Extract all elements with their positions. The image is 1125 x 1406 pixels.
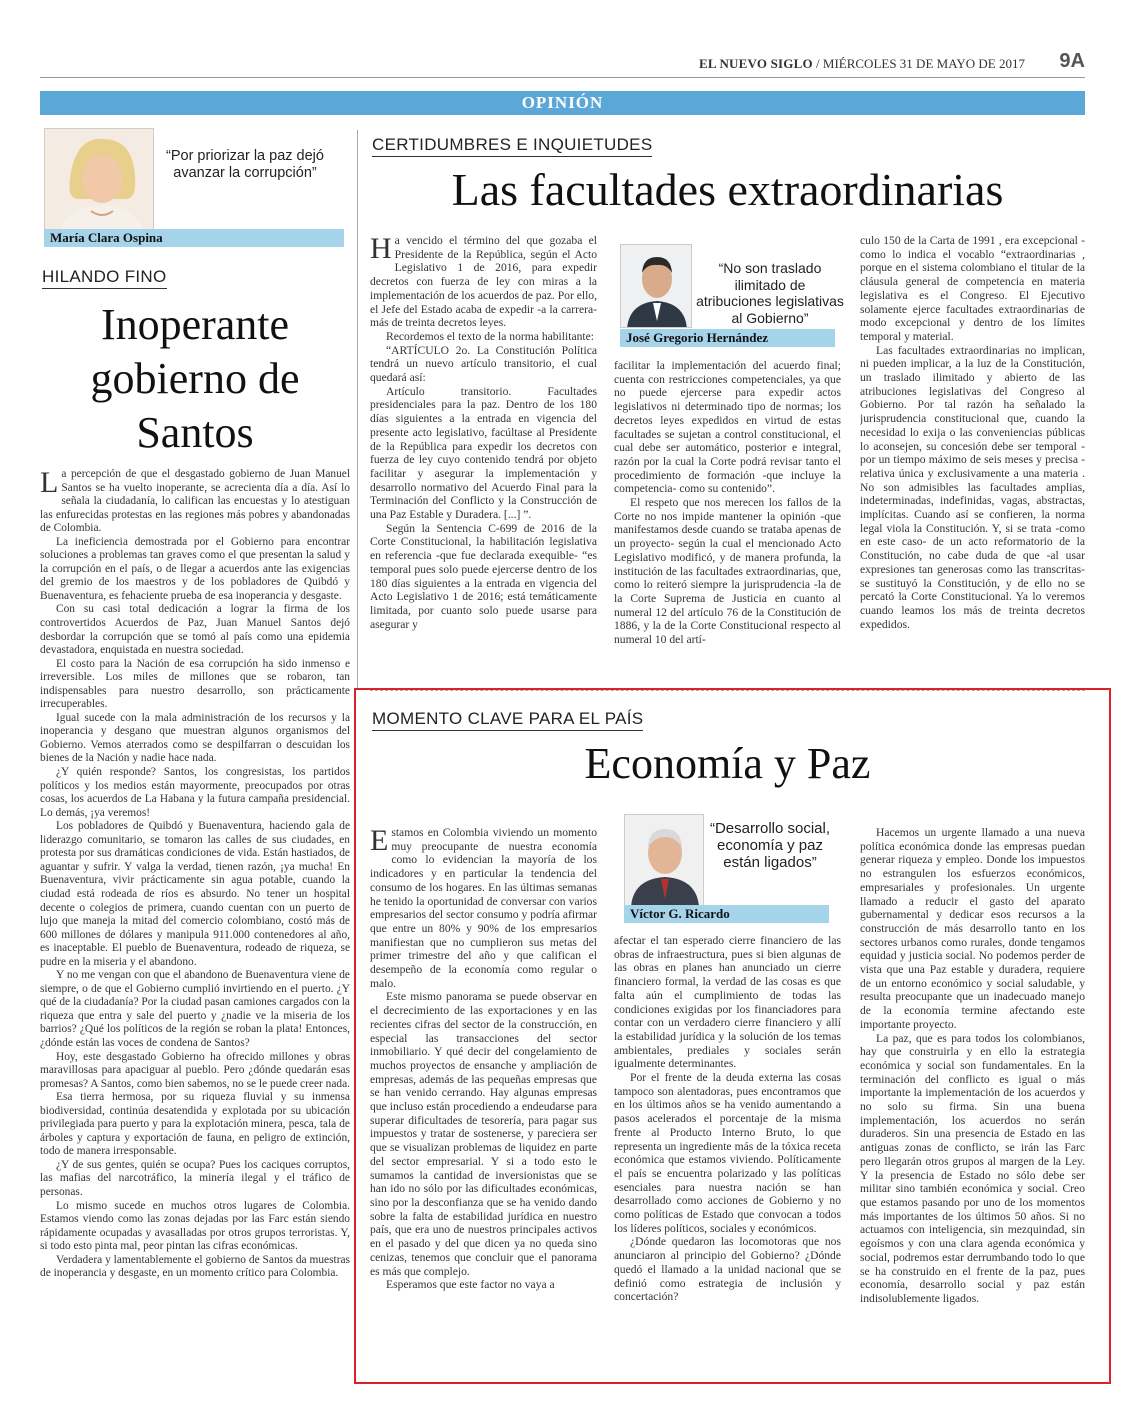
paragraph: “ARTÍCULO 2o. La Constitución Política tendrá un nuevo artículo transitorio, el cual quedará así: — [370, 343, 597, 385]
paragraph: ¿Dónde quedaron las locomotoras que nos anunciaron al principio del Gobierno? ¿Dónde quedó el llamado a la unidad nacional que se definió como estrategia de inclusión y concertación? — [614, 1235, 841, 1304]
headline-inoperante — [40, 298, 350, 460]
paragraph: El respeto que nos merecen los fallos de la Corte no nos impide mantener la opinión -que manifestamos desde cuando se trataba apenas de un proyecto- según la cual el mencionado Acto Legislativo modificó, y de manera profunda, la institución de las facultades extraordinarias, que, como lo reiteró siempre la jurisprudencia -la de la Corte Suprema de Justicia en cuanto al numeral 12 del artículo 76 de la Constitución de 1886, y la de la Corte Constitucional respecto al numeral 10 del artí- — [614, 496, 841, 647]
article-economia-col3 — [860, 826, 1085, 1348]
headline-line: Santos — [136, 408, 254, 457]
issue-date: MIÉRCOLES 31 DE MAYO DE 2017 — [822, 56, 1025, 71]
paragraph — [370, 826, 597, 990]
dropcap: H — [370, 234, 392, 265]
paragraph: Con su casi total dedicación a lograr la firma de los controvertidos Acuerdos de Paz, Juan Manuel Santos dejó desbordar la corrupción que se tomó al país como una epidemia devastadora, enquistada en nuestra sociedad. — [40, 603, 350, 657]
page-number: 9A — [1059, 50, 1085, 72]
paragraph: Artículo transitorio. Facultades presidenciales para la paz. Dentro de los 180 días siguientes a la entrada en vigencia del presente acto legislativo, facúltase al Presidente de la República para expedir los decretos con fuerza de ley cuyo contenido tendrá por objeto facilitar y asegurar la implementación y desarrollo normativo del Acuerdo Final para la Terminación del Conflicto y la Construcción de una Paz Estable y Duradera. [...] ”. — [370, 384, 597, 522]
author-portrait-icon — [621, 245, 692, 328]
paragraph: Igual sucede con la mala administración de los recursos y la inoperancia y desgano que muestran algunos organismos del Gobierno. Vemos aterrados como se despilfarran o descuidan los bienes de la Nación y nadie hace nada. — [40, 711, 350, 765]
newspaper-name: EL NUEVO SIGLO — [698, 56, 813, 71]
kicker-hilando-fino: HILANDO FINO — [42, 267, 167, 289]
paragraph-text: a vencido el término del que gozaba el Presidente de la República, según el Acto Legislativo 1 de 2016, para expedir decretos con fuerza de ley con miras a la implementación de los acuerdos de paz. Por ello, el Jefe del Estado acaba de expedir -a la carrera- más de treinta decretos leyes. — [370, 234, 597, 330]
paragraph: La paz, que es para todos los colombianos, hay que construirla y en ello la estrategia económica y social son fundamentales. En la terminación del conflicto es igual o más importante la implementación de los acuerdos y no solo su firma. Sin una buena implementación, los acuerdos no serán duraderos. Sin una presencia de Estado en las antiguas zonas de conflicto, se irán las Farc pero llegarán otros grupos al margen de la Ley. Y la presencia de Estado no sólo debe ser militar sino también económica y social. Creo que estamos pasando por uno de los momentos más importantes de los últimos 50 años. Si no actuamos con inteligencia, sin mezquindad, sin egoísmos y con una clara agenda económica y social, podremos estar derrumbando todo lo que se ha construido en el frente de la paz, pues economía, desarrollo social y paz están indisolublemente ligados. — [860, 1031, 1085, 1305]
article-economia-col2 — [614, 934, 841, 1348]
paragraph: Esa tierra hermosa, por su riqueza fluvial y su inmensa biodiversidad, continúa desatendida y explotada por su ubicación privilegiada para puerto y para la explotación minera, pesca, tala de árboles y captura y exportación de fauna, en peligro de extinción, todo de manera irresponsable. — [40, 1091, 350, 1158]
dropcap: E — [370, 826, 389, 857]
paragraph: ¿Y quién responde? Santos, los congresistas, los partidos políticos y los medios están mayormente, preocupados por otras cosas, los acuerdos de La Habana y la futura campaña presidencial. Lo demás, ¡ya veremos! — [40, 766, 350, 819]
quote-victor: “Desarrollo social, economía y paz están ligados” — [709, 820, 831, 871]
paragraph: Según la Sentencia C-699 de 2016 de la Corte Constitucional, la habilitación legislativa en referencia -que fue declarada exequible- “es temporal pues solo puede ejercerse dentro de los 180 días siguientes a la entrada en vigencia del Acto Legislativo 1 de 2016; está temáticamente limitada, por cuanto solo puede usarse para asegurar y — [370, 521, 597, 631]
article-economia-col1 — [370, 826, 597, 1346]
kicker-momento-clave: MOMENTO CLAVE PARA EL PAÍS — [372, 709, 643, 731]
paragraph — [40, 468, 350, 536]
paragraph: Lo mismo sucede en muchos otros lugares de Colombia. Estamos viendo como las zonas dejadas por las Farc están siendo rápidamente ocupadas y avasalladas por otros grupos terroristas. Y, si todo esto pinta mal, peor pintan las cifras económicas. — [40, 1199, 350, 1253]
headline-economia-paz: Economía y Paz — [584, 739, 871, 788]
author-photo-jose-gregorio — [620, 244, 692, 328]
paragraph: El costo para la Nación de esa corrupción ha sido inmenso e irreversible. Los miles de millones que se robaron, tan indispensables para nuestro desarrollo, son prácticamente irrecuperables. — [40, 657, 350, 711]
headline-facultades: Las facultades extraordinarias — [451, 164, 1004, 215]
author-portrait-icon — [45, 129, 154, 232]
author-photo-victor — [624, 814, 704, 906]
paragraph: Por el frente de la deuda externa las cosas tampoco son alentadoras, pues encontramos que en los últimos años se ha venido aumentando a pasos acelerados el porcentaje de la misma frente al Producto Interno Bruto, lo que representa un ingrediente más de la tóxica receta económica que estamos viviendo. Políticamente el país se encuentra polarizado y las políticas esenciales para nuestra nación se han desarrollado como acciones de Gobierno y no como políticas de Estado que convocan a todos los líderes políticos, sociales y económicos. — [614, 1071, 841, 1235]
headline-line: Inoperante — [100, 300, 290, 349]
column-divider — [357, 130, 358, 690]
paragraph: Las facultades extraordinarias no implican, ni pueden implicar, a la luz de la Constitución, un traslado ilimitado y abierto de las atribuciones legislativas del Congreso al Gobierno. Por tal razón ha señalado la jurisprudencia constitucional que, cuando la necesidad lo exija o las conveniencias públicas lo aconsejen, su concesión debe ser temporal -por un tiempo máximo de seis meses y precisa -relativa única y exclusivamente a una materia . No son admisibles las facultades amplias, indeterminadas, indefinidas, vagas, abstractas, implícitas. Cuando así se confieren, la norma legal viola la Constitución. Y, si se trata -como en este caso- de un acto reformatorio de la Constitución, no cabe duda de que -al usar expresiones tan generosas como las transcritas- se sustituyó la Constitución, y de ello no se percató la Corte Constitucional. Ya lo veremos cuando leamos los más de treinta decretos expedidos. — [860, 343, 1085, 631]
paragraph: culo 150 de la Carta de 1991 , era excepcional -como lo indica el vocablo “extraordinarias , porque en el sistema colombiano el titular de la cláusula general de competencia en materia legislativa es el Congreso. El Ejecutivo solamente ejerce facultades extraordinarias de modo excepcional y dentro de los límites temporal y material. — [860, 234, 1085, 343]
paragraph: facilitar la implementación del acuerdo final; cuenta con restricciones competenciales, ya que no puede ejercerse para expedir actos legislativos ni determinado tipo de normas; los decretos leyes expedidos en virtud de estas facultades se sujetan a control constitucional, el cual debe ser automático, posterior e integral, razón por la cual la Corte podrá revisar tanto el procedimiento de formación -que incluye la competencia- como su contenido”. — [614, 359, 841, 496]
paragraph-text: a percepción de que el desgastado gobierno de Juan Manuel Santos se ha vuelto inoperante, se acrecienta día a día. Así lo señala la ciudadanía, lo califican las encuestas y lo atestiguan las enfurecidas protestas en las regiones más pobres y abandonadas de Colombia. — [40, 468, 350, 535]
paragraph: La ineficiencia demostrada por el Gobierno para encontrar soluciones a problemas tan graves como el que presentan la salud y la corrupción en el país, o de llegar a acuerdos ante las exigencias del gremio de los maestros y de los pobladores de Quibdó y Buenaventura, es fehaciente prueba de esa inoperancia y desgaste. — [40, 535, 350, 602]
paragraph-text: stamos en Colombia viviendo un momento muy preocupante de nuestra economía como lo evidencian la mayoría de los indicadores y en particular la tendencia del consumo de los hogares. En las últimas semanas he tenido la oportunidad de conversar con varios empresarios del sector consumo y podría afirmar que entre un 80% y 90% de los empresarios manifiestan que no cumplieron sus metas del primer trimestre del año y que califican el desempeño de la economía como regular o malo. — [370, 826, 597, 990]
section-title: OPINIÓN — [521, 93, 604, 112]
article-facultades-col2 — [614, 359, 841, 682]
author-portrait-icon — [625, 815, 704, 906]
paragraph: Este mismo panorama se puede observar en el decrecimiento de las exportaciones y en las recientes cifras del sector de la construcción, en especial las transacciones del sector inmobiliario. Y qué decir del congelamiento de muchos proyectos de ensanche y ampliación de empresas, además de las pequeñas empresas que se han venido cerrando. Hay algunas empresas que incluso están procediendo a endeudarse para superar dificultades de tesorería, para pagar sus impuestos y tratar de sostenerse, y pareciera ser que se visualizan problemas de liquidez en parte del sector empresarial. Y si a todo esto le sumamos la cantidad de inversionistas que se han ido no sólo por las dificultades económicas, sino por la desconfianza que se ha venido dando sobre la falta de estabilidad jurídica en nuestro país, que era uno de nuestros principales activos en el pasado y del que dicen ya no queda sino cenizas, tenemos que concluir que el panorama es más que complejo. — [370, 990, 597, 1278]
article-facultades-col1 — [370, 234, 597, 682]
paragraph: Verdadera y lamentablemente el gobierno de Santos da muestras de inoperancia y desgaste, en un momento crítico para Colombia. — [40, 1253, 350, 1280]
paragraph: Esperamos que este factor no vaya a — [386, 1278, 555, 1292]
paragraph: Recordemos el texto de la norma habilitante: — [386, 329, 594, 343]
author-name-jose-gregorio: José Gregorio Hernández — [620, 329, 835, 347]
paragraph: Los pobladores de Quibdó y Buenaventura, haciendo gala de liderazgo comunitario, se tomaron las calles de sus ciudades, en protesta por sus dramáticas condiciones de vida. Están hastiados, de aguantar y sufrir. Y valga la verdad, tienen razón, ¡ya mucha! En Buenaventura, vivir prácticamente sin agua potable, cuando la ciudad está rodeada de ríos es absurdo. No tener un hospital decente o colegios de primera, cuando cuentan con un puerto de lujo que maneja la mitad del comercio colombiano, costó más de 600 millones de dólares y manipula 911.000 contenedores al año, es inaceptable. El pueblo de Buenaventura, rodeado de riqueza, se pudre en la miseria y el abandono. — [40, 820, 350, 968]
dropcap: L — [40, 468, 59, 499]
headline-line: gobierno de — [90, 354, 300, 403]
section-bar — [40, 91, 1085, 115]
masthead — [40, 48, 1085, 78]
author-name-maria-clara: María Clara Ospina — [44, 229, 344, 247]
kicker-certidumbres: CERTIDUMBRES E INQUIETUDES — [372, 135, 652, 157]
paragraph: Hoy, este desgastado Gobierno ha ofrecido millones y obras maravillosas para apaciguar al pueblo. Pero ¿dónde quedarán esas promesas? A Santos, como bien sabemos, no se le puede creer nada. — [40, 1050, 350, 1090]
author-photo-maria-clara — [44, 128, 154, 232]
masthead-info: EL NUEVO SIGLO / MIÉRCOLES 31 DE MAYO DE 2017 — [698, 56, 1025, 71]
paragraph: Y no me vengan con que el abandono de Buenaventura viene de siempre, o de que el Gobierno cumplió invirtiendo en el puerto. ¿Y qué de la ciudadanía? Por la ciudad pasan camiones cargados con la riqueza que entra y sale del puerto y ¿nadie ve la miseria de los barrios? ¿Qué los políticos de la región se roban la plata! Entonces, ¿dónde están las voces de condena de Santos? — [40, 969, 350, 1049]
author-name-victor: Víctor G. Ricardo — [624, 905, 829, 923]
article-inoperante-body — [40, 468, 350, 1354]
quote-jose-gregorio: “No son traslado ilimitado de atribuciones legislativas al Gobierno” — [696, 260, 844, 326]
quote-maria-clara: “Por priorizar la paz dejó avanzar la corrupción” — [166, 148, 324, 181]
paragraph: ¿Y de sus gentes, quién se ocupa? Pues los caciques corruptos, las mafias del narcotráfico, la minería ilegal y el tráfico de personas. — [40, 1158, 350, 1198]
article-facultades-col3 — [860, 234, 1085, 682]
paragraph: afectar el tan esperado cierre financiero de las obras de infraestructura, pues si bien algunas de las obras en planes han anunciado un cierre financiero formal, la verdad de las cosas es que falta aún el cumplimiento de todas las condiciones exigidas por los financiadores para contar con un verdadero cierre financiero y allí la estabilidad jurídica y la solución de los temas ambientales, prediales y sociales serán igualmente determinantes. — [614, 934, 841, 1071]
paragraph: Hacemos un urgente llamado a una nueva política económica donde las empresas puedan generar riqueza y empleo. Donde los impuestos no estrangulen los esfuerzos económicos, empresariales y profesionales. Un urgente llamado a reducir el gasto del aparato gubernamental y dedicar esos recursos a la construcción de más desarrollo tanto en los sectores urbanos como rurales, donde tengamos equidad y justicia social. No podemos perder de vista que una Paz estable y duradera, requiere de un entorno económico y social saludable, y resulta preocupante que un inadecuado manejo de la economía termine afectando este importante proyecto. — [860, 826, 1085, 1031]
paragraph — [370, 234, 597, 330]
